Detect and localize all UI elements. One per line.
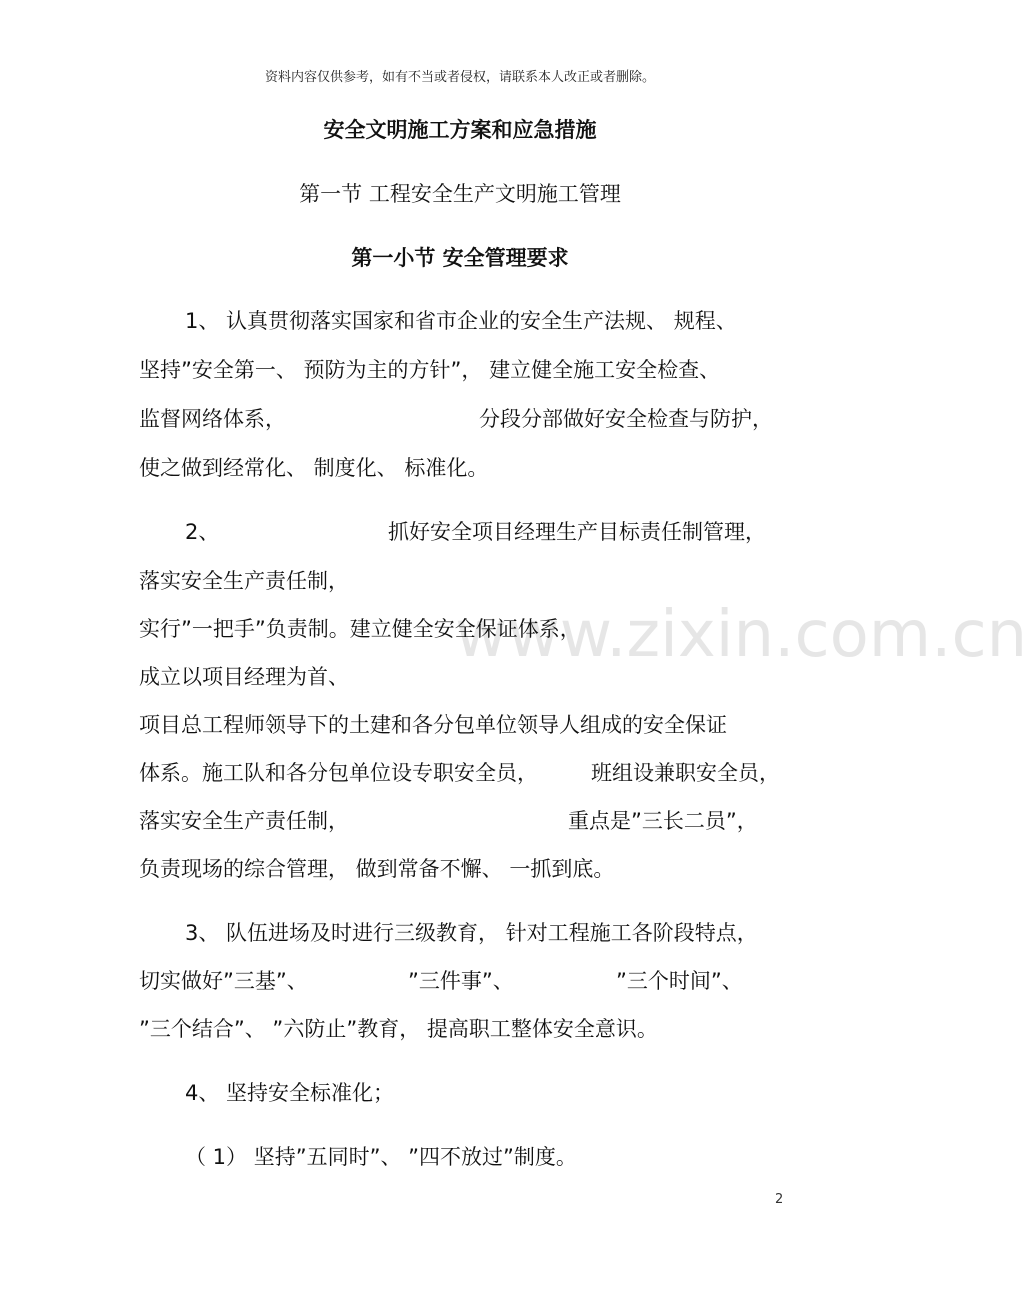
paragraph-line: 切实做好”三基”、 — [139, 969, 308, 993]
paragraph-line: 重点是”三长二员”， — [568, 809, 758, 833]
paragraph-line: 负责现场的综合管理， 做到常备不懈、 一抓到底。 — [139, 857, 615, 881]
paragraph-line: （ 1） 坚持”五同时”、 ”四不放过”制度。 — [185, 1145, 577, 1169]
page-number: 2 — [775, 1192, 784, 1207]
paragraph-line: 坚持”安全第一、 预防为主的方针”， 建立健全施工安全检查、 — [139, 358, 721, 382]
paragraph-line: 3、 队伍进场及时进行三级教育， 针对工程施工各阶段特点， — [185, 921, 758, 945]
paragraph-line: ”三个时间”、 — [616, 969, 743, 993]
paragraph-line: 落实安全生产责任制， — [139, 809, 349, 833]
paragraph-line: 项目总工程师领导下的土建和各分包单位领导人组成的安全保证 — [139, 713, 727, 737]
paragraph-line: 落实安全生产责任制， — [139, 569, 349, 593]
paragraph-line: 监督网络体系， — [139, 407, 286, 431]
paragraph-line: 分段分部做好安全检查与防护， — [479, 407, 773, 431]
paragraph-line: 实行”一把手”负责制。建立健全安全保证体系， — [139, 617, 581, 641]
paragraph-line: 4、 坚持安全标准化； — [185, 1081, 395, 1105]
paragraph-line: 体系。施工队和各分包单位设专职安全员， — [139, 761, 538, 785]
subsection-title: 第一小节 安全管理要求 — [351, 246, 569, 270]
watermark: www.zixin.com.cn — [455, 598, 1027, 672]
paragraph-line: ”三件事”、 — [408, 969, 514, 993]
paragraph-line: 2、 — [185, 520, 220, 544]
paragraph-line: 1、 认真贯彻落实国家和省市企业的安全生产法规、 规程、 — [185, 309, 737, 333]
document-title: 安全文明施工方案和应急措施 — [323, 118, 597, 142]
paragraph-line: 班组设兼职安全员， — [591, 761, 780, 785]
paragraph-line: 使之做到经常化、 制度化、 标准化。 — [139, 456, 489, 480]
header-note: 资料内容仅供参考，如有不当或者侵权，请联系本人改正或者删除。 — [264, 70, 655, 85]
paragraph-line: 抓好安全项目经理生产目标责任制管理， — [388, 520, 766, 544]
section-title: 第一节 工程安全生产文明施工管理 — [299, 182, 621, 206]
paragraph-line: 成立以项目经理为首、 — [139, 665, 349, 689]
paragraph-line: ”三个结合”、 ”六防止”教育， 提高职工整体安全意识。 — [139, 1017, 658, 1041]
